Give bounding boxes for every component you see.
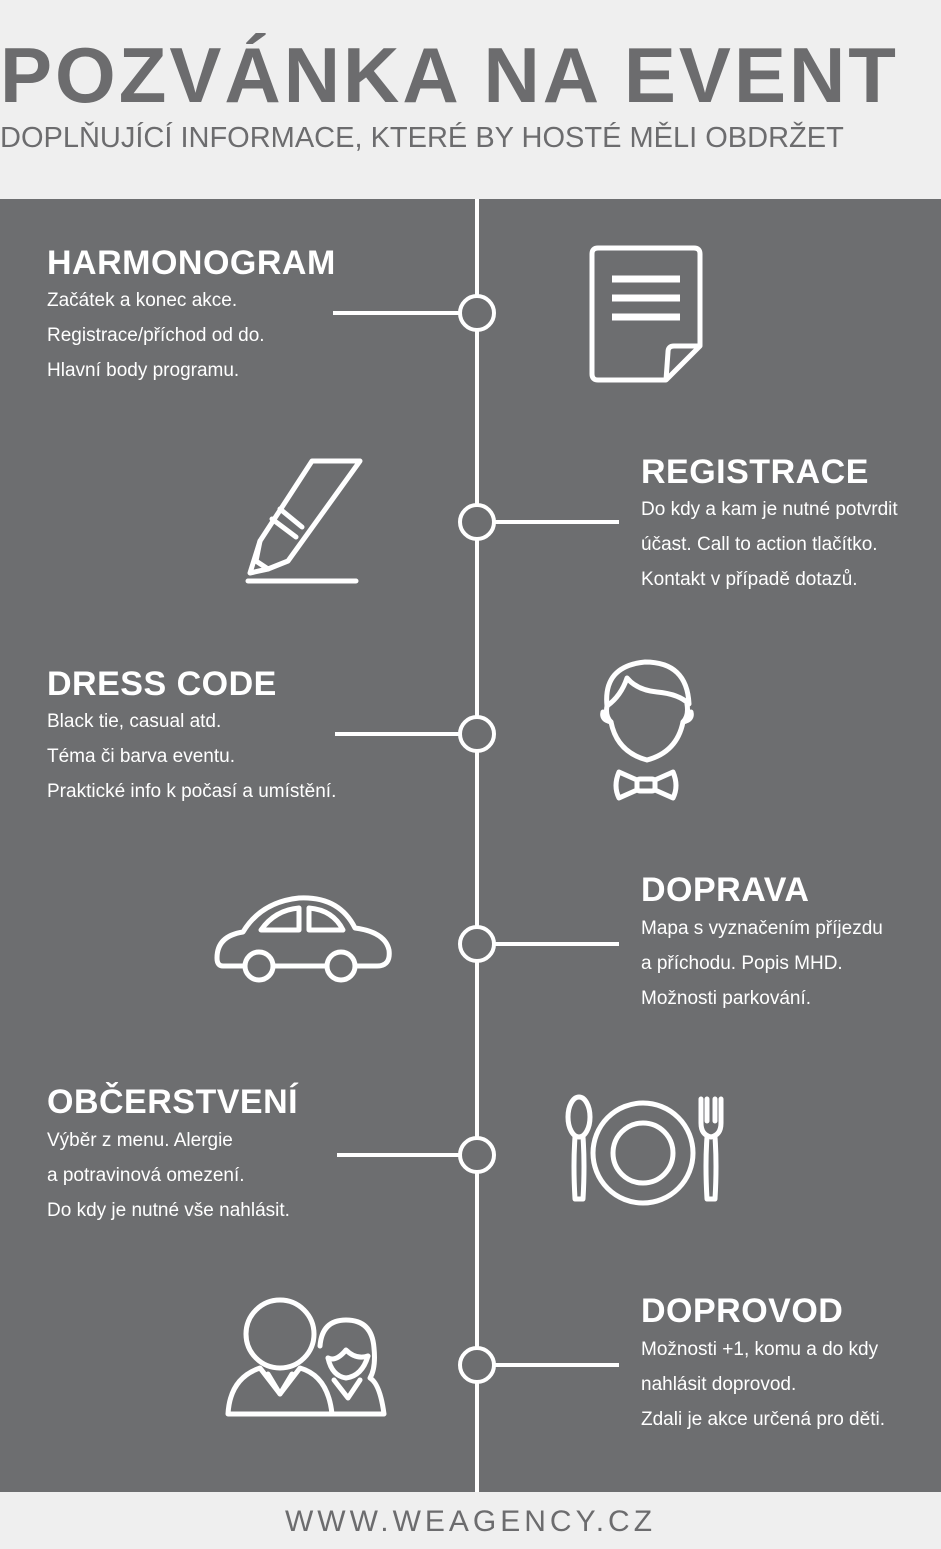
section-line: Do kdy je nutné vše nahlásit. xyxy=(47,1200,290,1221)
section-line: Začátek a konec akce. xyxy=(47,290,238,311)
section-line: Registrace/příchod od do. xyxy=(47,325,265,346)
section-line: a příchodu. Popis MHD. xyxy=(641,953,843,974)
connector-doprava xyxy=(492,942,619,946)
connector-registrace xyxy=(492,520,619,524)
timeline-node-doprava xyxy=(458,925,496,963)
timeline-node-harmonogram xyxy=(458,294,496,332)
section-line: Do kdy a kam je nutné potvrdit xyxy=(641,499,898,520)
timeline-node-obcerstveni xyxy=(458,1136,496,1174)
section-line: Možnosti +1, komu a do kdy xyxy=(641,1339,879,1360)
section-line: Možnosti parkování. xyxy=(641,988,812,1009)
car-icon xyxy=(215,892,393,984)
section-line: Zdali je akce určená pro děti. xyxy=(641,1409,885,1430)
plate-cutlery-icon xyxy=(565,1095,729,1205)
section-line: Black tie, casual atd. xyxy=(47,711,222,732)
section-line: a potravinová omezení. xyxy=(47,1165,245,1186)
connector-doprovod xyxy=(492,1363,619,1367)
page-subtitle: DOPLŇUJÍCÍ INFORMACE, KTERÉ BY HOSTÉ MĚLI OBDRŽET xyxy=(0,122,844,154)
section-title-registrace: REGISTRACE xyxy=(641,453,869,491)
timeline-node-dress-code xyxy=(458,715,496,753)
section-title-doprovod: DOPROVOD xyxy=(641,1292,844,1330)
section-line: Hlavní body programu. xyxy=(47,360,240,381)
section-title-dress-code: DRESS CODE xyxy=(47,665,277,703)
timeline-line xyxy=(475,199,479,1492)
section-line: Praktické info k počasí a umístění. xyxy=(47,781,337,802)
couple-icon xyxy=(224,1298,386,1418)
pen-icon xyxy=(244,457,364,585)
footer-url-link[interactable]: WWW.WEAGENCY.CZ xyxy=(284,1505,657,1538)
connector-harmonogram xyxy=(333,311,463,315)
section-line: účast. Call to action tlačítko. xyxy=(641,534,878,555)
document-icon xyxy=(590,246,702,382)
bowtie-man-icon xyxy=(597,656,697,806)
section-title-obcerstveni: OBČERSTVENÍ xyxy=(47,1083,299,1121)
section-title-harmonogram: HARMONOGRAM xyxy=(47,244,336,282)
section-title-doprava: DOPRAVA xyxy=(641,871,810,909)
section-line: Kontakt v případě dotazů. xyxy=(641,569,858,590)
section-line: nahlásit doprovod. xyxy=(641,1374,797,1395)
section-line: Téma či barva eventu. xyxy=(47,746,235,767)
section-line: Výběr z menu. Alergie xyxy=(47,1130,233,1151)
timeline-node-doprovod xyxy=(458,1346,496,1384)
page-title: POZVÁNKA NA EVENT xyxy=(0,31,899,119)
timeline-node-registrace xyxy=(458,503,496,541)
section-line: Mapa s vyznačením příjezdu xyxy=(641,918,883,939)
connector-obcerstveni xyxy=(337,1153,463,1157)
connector-dress-code xyxy=(335,732,463,736)
